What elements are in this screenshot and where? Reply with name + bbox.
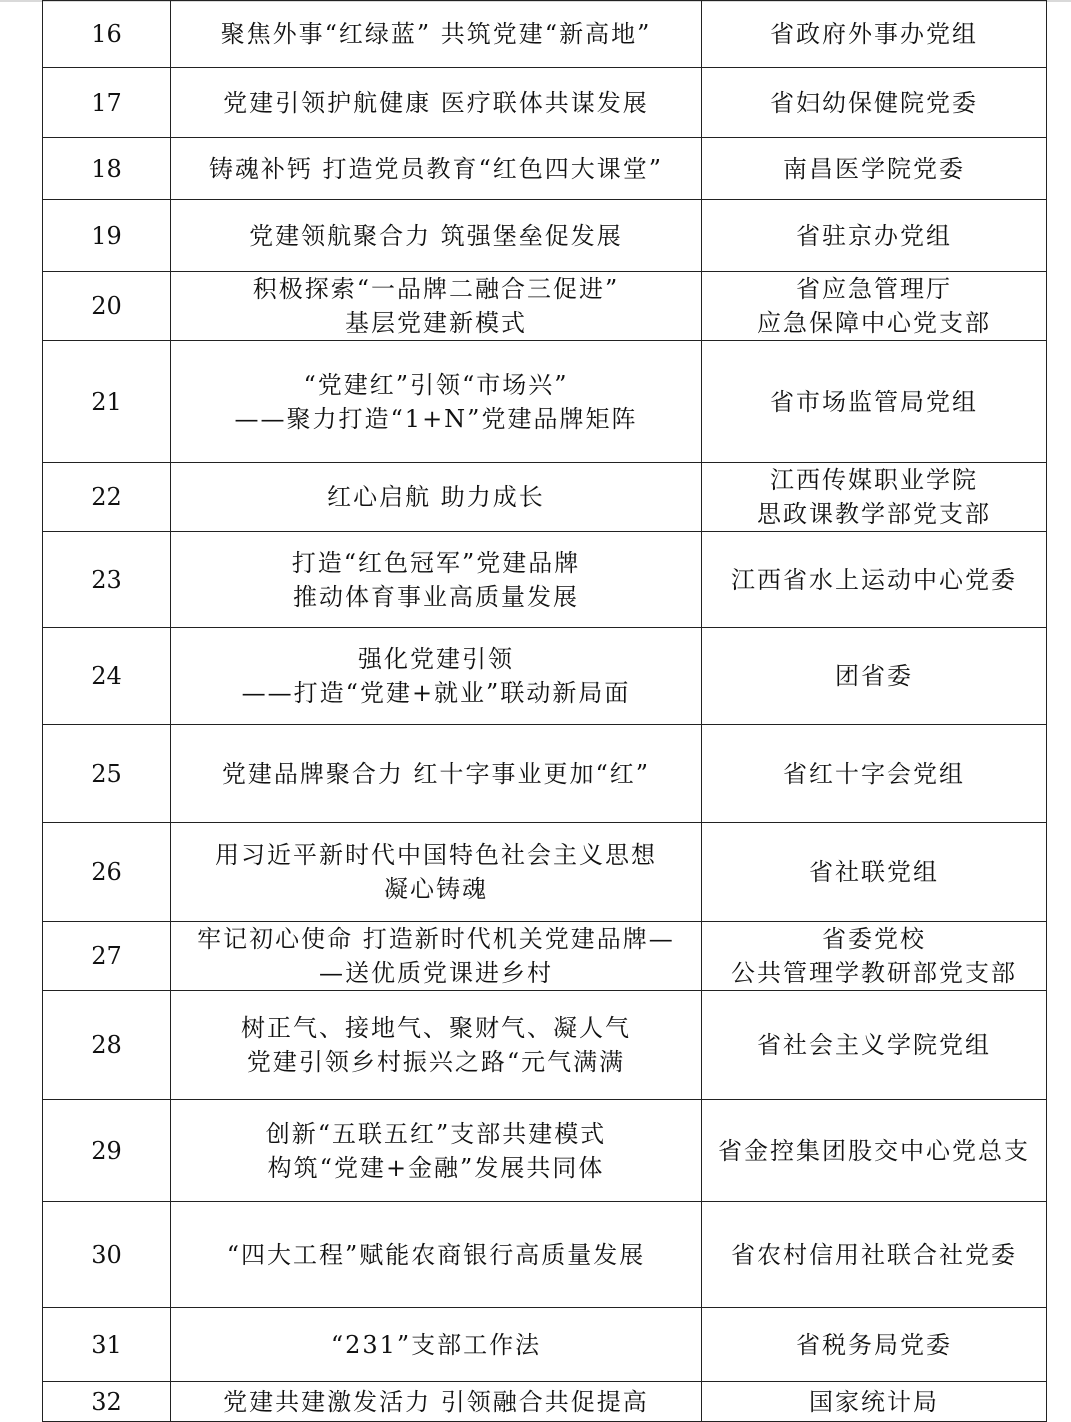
brand-title-line: 党建引领乡村振兴之路“元气满满: [246, 1048, 626, 1076]
brand-title-line: —送优质党课进乡村: [319, 959, 553, 987]
row-number: 32: [43, 1382, 171, 1422]
table-row: [43, 1100, 1047, 1202]
row-number: 27: [43, 922, 171, 991]
brand-title-line: 强化党建引领: [358, 645, 514, 673]
organization-name: [702, 1382, 1047, 1422]
organization-line: 省税务局党委: [796, 1330, 952, 1359]
organization-line: 应急保障中心党支部: [757, 309, 991, 337]
brand-title: [171, 1, 702, 68]
brand-title: [171, 463, 702, 532]
organization-line: 省政府外事办党组: [770, 20, 978, 48]
organization-line: 省红十字会党组: [783, 759, 965, 788]
brand-title-line: “231”支部工作法: [330, 1330, 542, 1359]
brand-title: [171, 991, 702, 1100]
brand-title-line: 聚焦外事“红绿蓝” 共筑党建“新高地”: [220, 20, 652, 48]
table-row: [43, 68, 1047, 138]
organization-name: [702, 922, 1047, 991]
brand-title-line: 积极探索“一品牌二融合三促进”: [252, 275, 620, 303]
organization-name: [702, 823, 1047, 922]
brand-title: [171, 532, 702, 628]
table-row: [43, 1382, 1047, 1422]
table-row: [43, 922, 1047, 991]
row-number: 21: [43, 341, 171, 463]
brand-title-line: ——聚力打造“1+N”党建品牌矩阵: [234, 404, 638, 433]
row-number: 24: [43, 628, 171, 725]
row-number: 25: [43, 725, 171, 823]
organization-name: [702, 628, 1047, 725]
organization-name: [702, 138, 1047, 200]
organization-name: [702, 725, 1047, 823]
brand-title-line: 铸魂补钙 打造党员教育“红色四大课堂”: [208, 154, 664, 183]
row-number: 30: [43, 1202, 171, 1308]
brand-title: [171, 823, 702, 922]
organization-name: [702, 272, 1047, 341]
organization-line: 省农村信用社联合社党委: [731, 1240, 1017, 1269]
party-building-brand-table: [42, 0, 1047, 1422]
brand-title-line: 打造“红色冠军”党建品牌: [291, 548, 581, 577]
brand-title: [171, 725, 702, 823]
table-row: [43, 341, 1047, 463]
organization-line: 思政课教学部党支部: [757, 500, 991, 528]
brand-title-line: 基层党建新模式: [345, 309, 527, 337]
brand-title-line: ——打造“党建+就业”联动新局面: [241, 679, 631, 707]
row-number: 31: [43, 1308, 171, 1382]
table-row: [43, 138, 1047, 200]
brand-title-line: 党建领航聚合力 筑强堡垒促发展: [249, 221, 623, 250]
brand-title: [171, 628, 702, 725]
brand-title-line: 创新“五联五红”支部共建模式: [265, 1119, 607, 1148]
table-row: [43, 823, 1047, 922]
brand-title: [171, 922, 702, 991]
organization-name: [702, 68, 1047, 138]
brand-title: [171, 1202, 702, 1308]
organization-line: 省社会主义学院党组: [757, 1031, 991, 1059]
organization-name: [702, 1100, 1047, 1202]
organization-line: 团省委: [835, 662, 913, 690]
table-row: [43, 1, 1047, 68]
table-row: [43, 1202, 1047, 1308]
organization-name: [702, 463, 1047, 532]
row-number: 28: [43, 991, 171, 1100]
brand-title: [171, 272, 702, 341]
brand-title-line: 用习近平新时代中国特色社会主义思想: [215, 841, 657, 869]
organization-line: 省社联党组: [809, 858, 939, 886]
row-number: 23: [43, 532, 171, 628]
organization-name: [702, 1, 1047, 68]
organization-line: 国家统计局: [809, 1387, 939, 1416]
row-number: 18: [43, 138, 171, 200]
table-row: [43, 463, 1047, 532]
organization-line: 江西省水上运动中心党委: [731, 565, 1017, 594]
brand-title: [171, 1308, 702, 1382]
organization-name: [702, 991, 1047, 1100]
table-row: [43, 272, 1047, 341]
row-number: 26: [43, 823, 171, 922]
brand-title-line: “四大工程”赋能农商银行高质量发展: [226, 1240, 646, 1269]
organization-line: 省妇幼保健院党委: [770, 88, 978, 117]
brand-title: [171, 1382, 702, 1422]
organization-line: 省市场监管局党组: [770, 387, 978, 416]
brand-title-line: 树正气、接地气、聚财气、凝人气: [241, 1014, 631, 1042]
organization-name: [702, 532, 1047, 628]
table-row: [43, 200, 1047, 272]
row-number: 16: [43, 1, 171, 68]
organization-line: 公共管理学教研部党支部: [731, 959, 1017, 987]
row-number: 17: [43, 68, 171, 138]
row-number: 29: [43, 1100, 171, 1202]
organization-line: 省驻京办党组: [796, 221, 952, 250]
table-row: [43, 532, 1047, 628]
brand-title: [171, 341, 702, 463]
organization-line: 南昌医学院党委: [783, 154, 965, 183]
table-row: [43, 1308, 1047, 1382]
brand-title-line: 凝心铸魂: [384, 875, 488, 903]
brand-title-line: 党建品牌聚合力 红十字事业更加“红”: [221, 759, 651, 788]
brand-title: [171, 200, 702, 272]
row-number: 20: [43, 272, 171, 341]
table-row: [43, 991, 1047, 1100]
organization-name: [702, 1202, 1047, 1308]
organization-name: [702, 341, 1047, 463]
organization-name: [702, 200, 1047, 272]
table-row: [43, 725, 1047, 823]
brand-title-line: 牢记初心使命 打造新时代机关党建品牌—: [197, 925, 675, 953]
organization-line: 江西传媒职业学院: [770, 466, 978, 494]
brand-title-line: 党建引领护航健康 医疗联体共谋发展: [223, 88, 649, 117]
row-number: 22: [43, 463, 171, 532]
brand-title-line: “党建红”引领“市场兴”: [303, 370, 569, 399]
brand-title: [171, 68, 702, 138]
organization-line: 省应急管理厅: [796, 275, 952, 303]
brand-title-line: 红心启航 助力成长: [327, 483, 545, 511]
brand-title-line: 党建共建激发活力 引领融合共促提高: [223, 1387, 649, 1416]
row-number: 19: [43, 200, 171, 272]
brand-title: [171, 1100, 702, 1202]
organization-name: [702, 1308, 1047, 1382]
organization-line: 省委党校: [822, 925, 926, 953]
organization-line: 省金控集团股交中心党总支: [718, 1136, 1030, 1165]
table-row: [43, 628, 1047, 725]
brand-title: [171, 138, 702, 200]
brand-title-line: 推动体育事业高质量发展: [293, 582, 579, 611]
brand-title-line: 构筑“党建+金融”发展共同体: [267, 1153, 605, 1182]
